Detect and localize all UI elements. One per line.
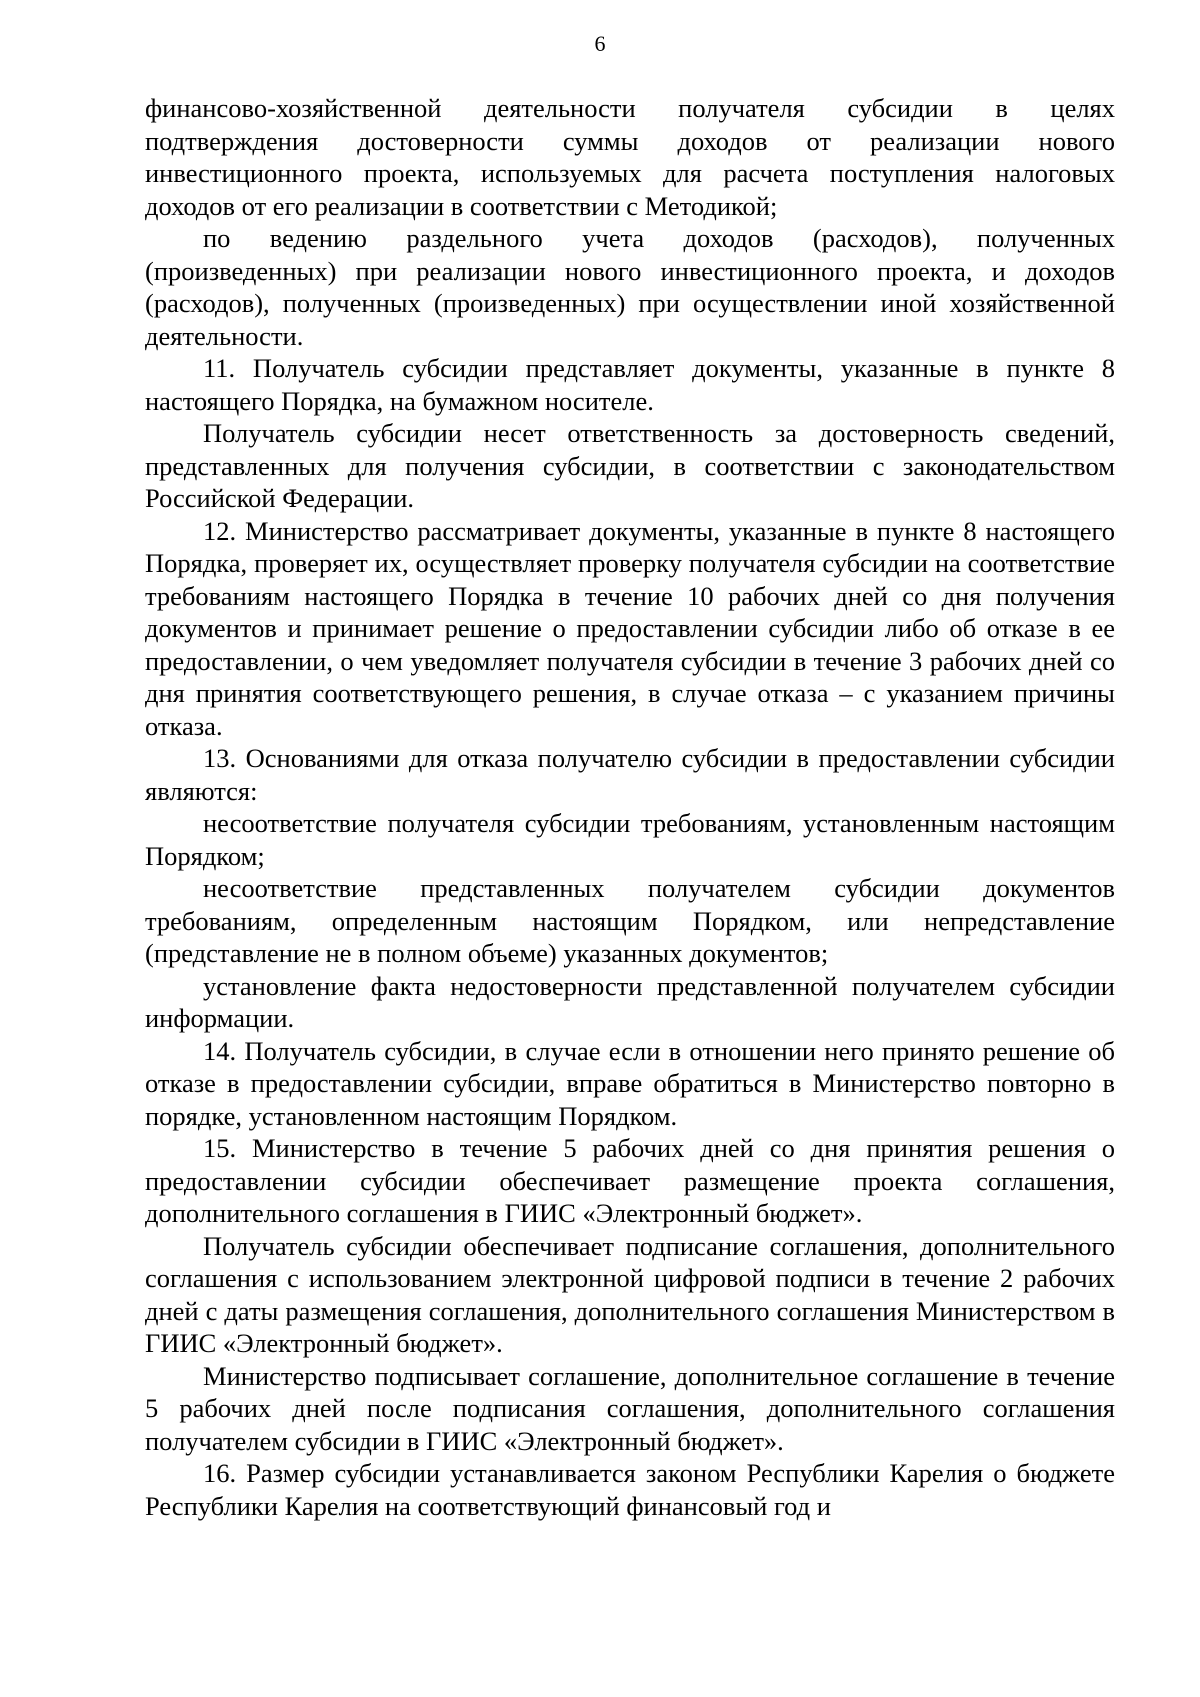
paragraph-item-14: 14. Получатель субсидии, в случае если в отношении него принято решение об отказе в предоставлении субсидии, вправе обратиться в Министерство повторно в порядке, установленном настоящим Порядком. (145, 1035, 1115, 1131)
paragraph-item-15: 15. Министерство в течение 5 рабочих дней со дня принятия решения о предоставлении субсидии обеспечивает размещение проекта соглашения, дополнительного соглашения в ГИИС «Электронный бюджет». (145, 1133, 1115, 1228)
paragraph-separate-accounting: по ведению раздельного учета доходов (расходов), полученных (произведенных) при реализации нового инвестиционного проекта, и доходов (расходов), полученных (произведенных) при осуществлении иной хозяйственной деятельности. (145, 223, 1115, 351)
paragraph-signing-ministry: Министерство подписывает соглашение, дополнительное соглашение в течение 5 рабочих дней после подписания соглашения, дополнительного соглашения получателем субсидии в ГИИС «Электронный бюджет». (145, 1360, 1115, 1456)
page-number: 6 (594, 31, 606, 56)
paragraph-refusal-reason-1: несоответствие получателя субсидии требованиям, установленным настоящим Порядком; (145, 808, 1115, 871)
paragraph-continuation: финансово-хозяйственной деятельности получателя субсидии в целях подтверждения достоверности суммы доходов от реализации нового инвестиционного проекта, используемых для расчета поступления налоговых доходов от его реализации в соответствии с Методикой; (145, 93, 1115, 221)
paragraph-item-13: 13. Основаниями для отказа получателю субсидии в предоставлении субсидии являются: (145, 743, 1115, 806)
paragraph-item-12: 12. Министерство рассматривает документы, указанные в пункте 8 настоящего Порядка, проверяет их, осуществляет проверку получателя субсидии на соответствие требованиям настоящего Порядка в течение 10 рабочих дней со дня получения документов и принимает решение о предоставлении субсидии либо об отказе в ее предоставлении, о чем уведомляет получателя субсидии в течение 3 рабочих дней со дня принятия соответствующего решения, в случае отказа – с указанием причины отказа. (145, 515, 1115, 741)
paragraph-responsibility: Получатель субсидии несет ответственность за достоверность сведений, представленных для получения субсидии, в соответствии с законодательством Российской Федерации. (145, 418, 1115, 513)
paragraph-item-11: 11. Получатель субсидии представляет документы, указанные в пункте 8 настоящего Порядка, на бумажном носителе. (145, 353, 1115, 416)
paragraph-refusal-reason-3: установление факта недостоверности представленной получателем субсидии информации. (145, 970, 1115, 1033)
paragraph-item-16: 16. Размер субсидии устанавливается законом Республики Карелия о бюджете Республики Карелия на соответствующий финансовый год и (145, 1458, 1115, 1521)
paragraph-signing-recipient: Получатель субсидии обеспечивает подписание соглашения, дополнительного соглашения с использованием электронной цифровой подписи в течение 2 рабочих дней с даты размещения соглашения, дополнительного соглашения Министерством в ГИИС «Электронный бюджет». (145, 1230, 1115, 1358)
document-body (145, 92, 1115, 1522)
paragraph-refusal-reason-2: несоответствие представленных получателем субсидии документов требованиям, определенным настоящим Порядком, или непредставление (представление не в полном объеме) указанных документов; (145, 873, 1115, 968)
